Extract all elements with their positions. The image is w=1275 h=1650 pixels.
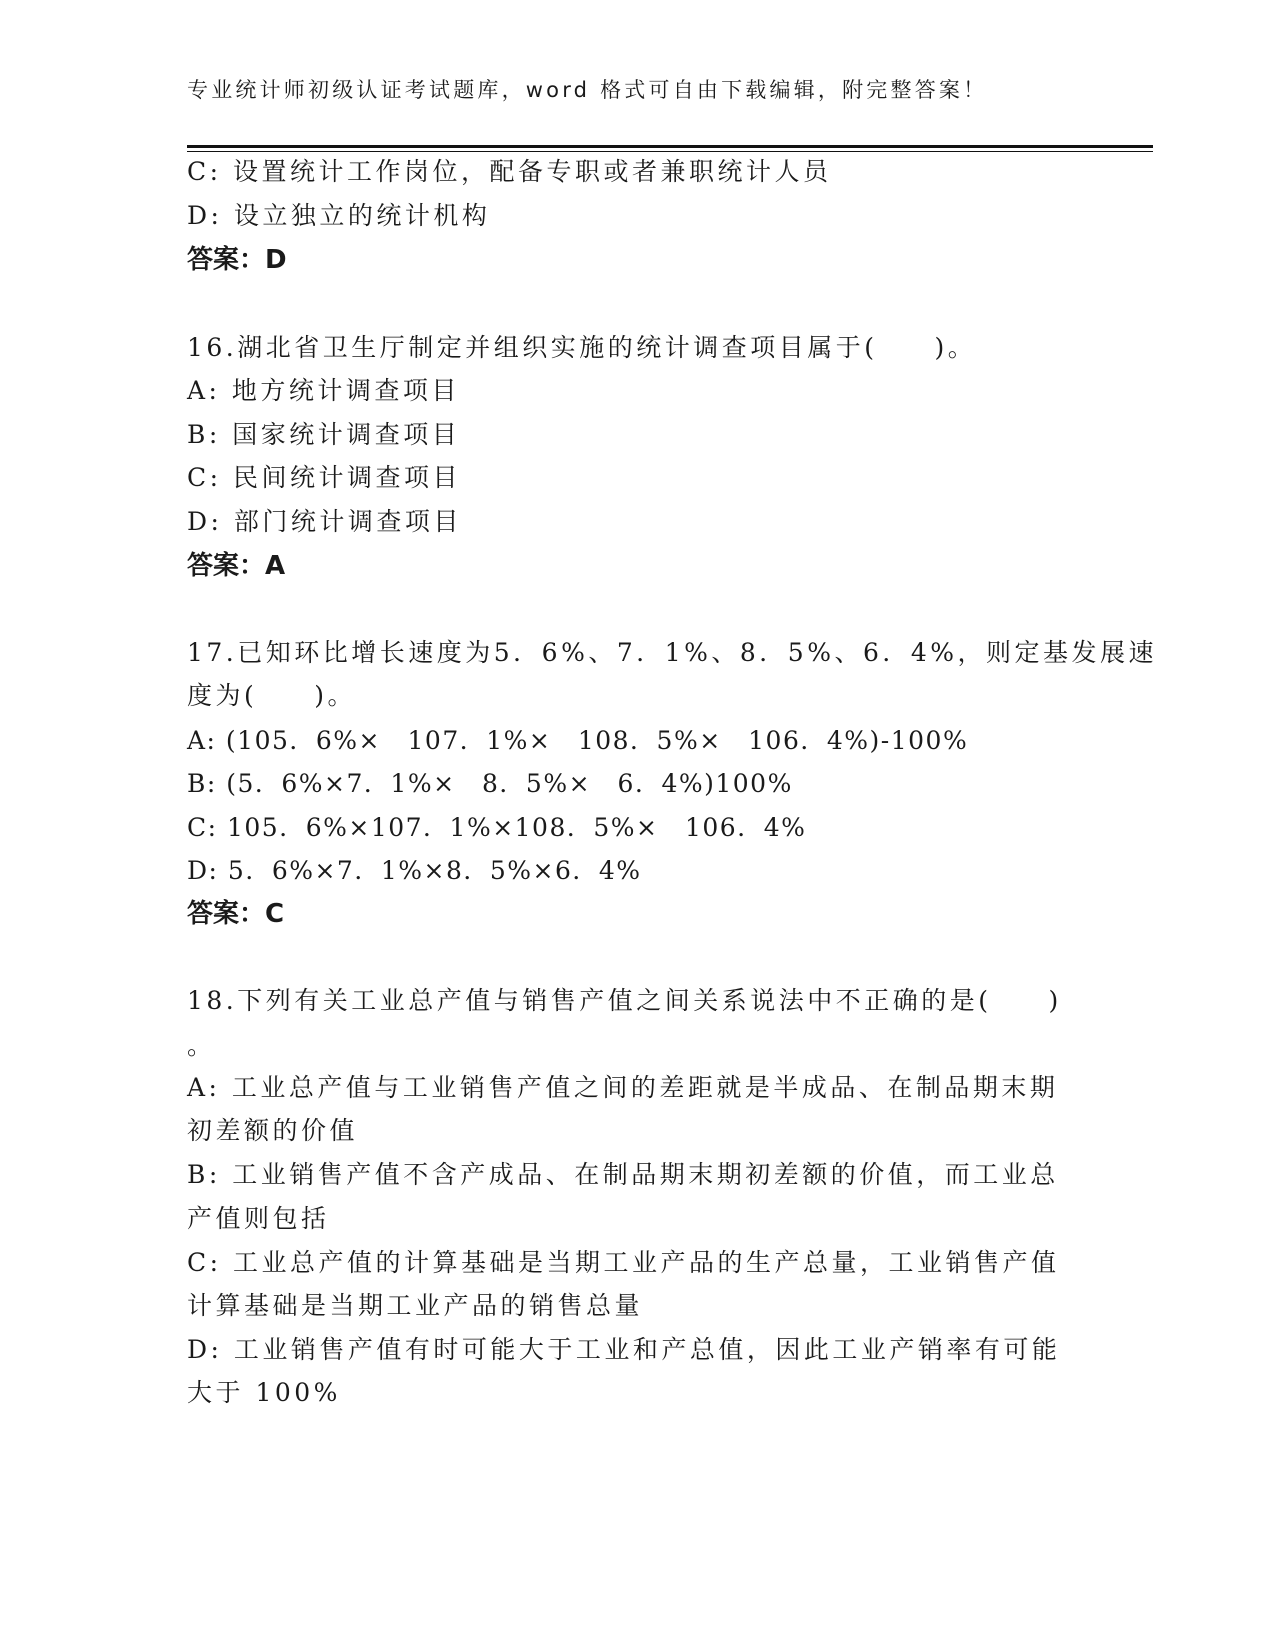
q16-option-c: C: 民间统计调查项目 [187, 463, 461, 492]
q17-option-a: A: (105．6%× 107．1%× 108．5%× 106．4%)-100% [187, 726, 969, 755]
q17-option-b: B: (5．6%×7．1%× 8．5%× 6．4%)100% [187, 769, 793, 798]
q16-option-a: A: 地方统计调查项目 [187, 376, 460, 405]
q17-answer: 答案：C [187, 899, 285, 929]
header-rule-thick [187, 145, 1153, 148]
q18-option-d-line1: D: 工业销售产值有时可能大于工业和产总值，因此工业产销率有可能 [187, 1335, 1061, 1364]
page-header: 专业统计师初级认证考试题库，word 格式可自由下载编辑，附完整答案！ [187, 78, 988, 102]
q15-option-d: D: 设立独立的统计机构 [187, 201, 491, 230]
q18-stem-line1: 18.下列有关工业总产值与销售产值之间关系说法中不正确的是( ) [187, 986, 1062, 1015]
q16-option-b: B: 国家统计调查项目 [187, 420, 461, 449]
q16-stem: 16.湖北省卫生厅制定并组织实施的统计调查项目属于( )。 [187, 333, 977, 362]
q18-option-a-line1: A: 工业总产值与工业销售产值之间的差距就是半成品、在制品期末期 [187, 1073, 1059, 1102]
header-rule-thin [187, 151, 1153, 152]
q15-answer: 答案：D [187, 245, 287, 275]
q18-option-b-line2: 产值则包括 [187, 1204, 330, 1233]
q17-option-d: D: 5．6%×7．1%×8．5%×6．4% [187, 856, 642, 885]
q18-option-a-line2: 初差额的价值 [187, 1116, 359, 1145]
q16-answer: 答案：A [187, 551, 286, 581]
q17-stem-line1: 17.已知环比增长速度为5．6%、7．1%、8．5%、6．4%，则定基发展速 [187, 638, 1158, 667]
q18-option-b-line1: B: 工业销售产值不含产成品、在制品期末期初差额的价值，而工业总 [187, 1160, 1059, 1189]
q15-option-c: C: 设置统计工作岗位，配备专职或者兼职统计人员 [187, 157, 832, 186]
q18-stem-line2: 。 [187, 1031, 216, 1060]
q17-option-c: C: 105．6%×107．1%×108．5%× 106．4% [187, 813, 807, 842]
q18-option-c-line2: 计算基础是当期工业产品的销售总量 [187, 1291, 644, 1320]
q16-option-d: D: 部门统计调查项目 [187, 507, 462, 536]
q17-stem-line2: 度为( )。 [187, 681, 357, 710]
q18-option-c-line1: C: 工业总产值的计算基础是当期工业产品的生产总量，工业销售产值 [187, 1248, 1060, 1277]
q18-option-d-line2: 大于 100% [187, 1378, 341, 1407]
